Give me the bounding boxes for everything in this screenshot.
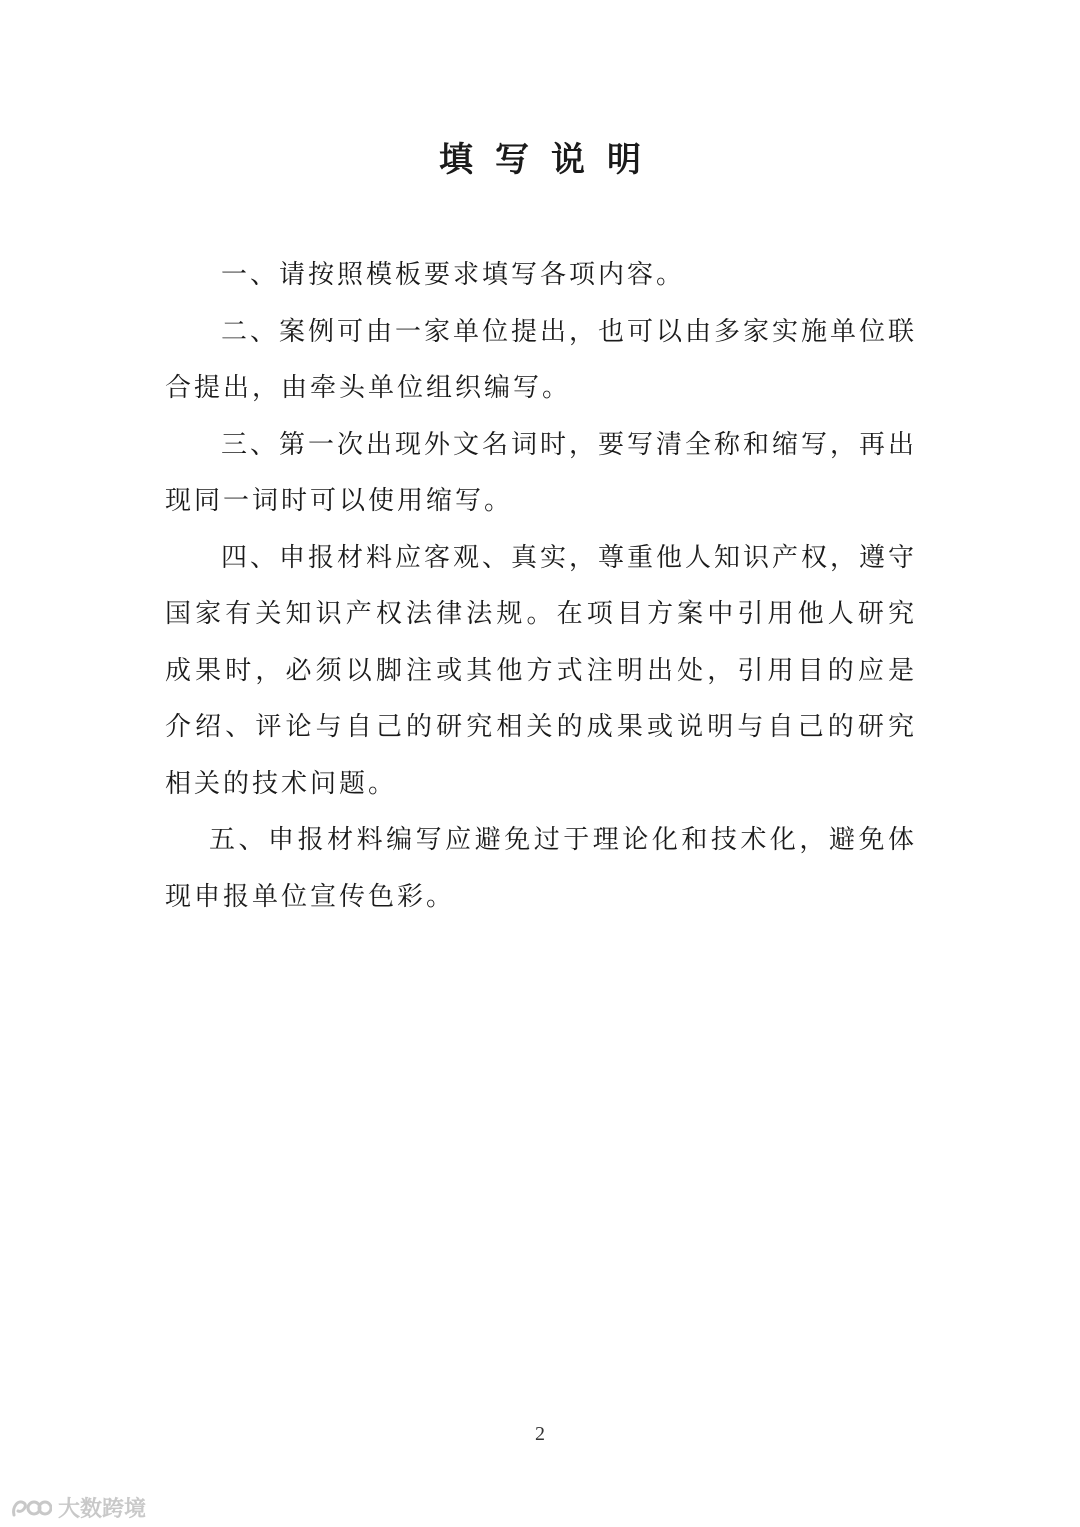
page-number: 2 [535, 1423, 545, 1445]
instruction-item-2: 二、案例可由一家单位提出，也可以由多家实施单位联合提出，由牵头单位组织编写。 [165, 316, 918, 403]
watermark-logo-icon [10, 1495, 52, 1521]
instruction-item-4: 四、申报材料应客观、真实，尊重他人知识产权，遵守国家有关知识产权法律法规。在项目方案中引用他人研究成果时，必须以脚注或其他方式注明出处，引用目的应是介绍、评论与自己的研究相关的成果或说明与自己的研究相关的技术问题。 [165, 542, 918, 799]
instruction-item-1: 一、请按照模板要求填写各项内容。 [221, 260, 686, 290]
watermark-text: 大数跨境 [58, 1497, 147, 1522]
page-title: 填写说明 [439, 140, 663, 180]
instructions-body [165, 247, 917, 925]
instruction-item-3: 三、第一次出现外文名词时，要写清全称和缩写，再出现同一词时可以使用缩写。 [165, 429, 918, 516]
instruction-item-5: 五、申报材料编写应避免过于理论化和技术化，避免体现申报单位宣传色彩。 [165, 825, 917, 912]
watermark [10, 1492, 146, 1523]
